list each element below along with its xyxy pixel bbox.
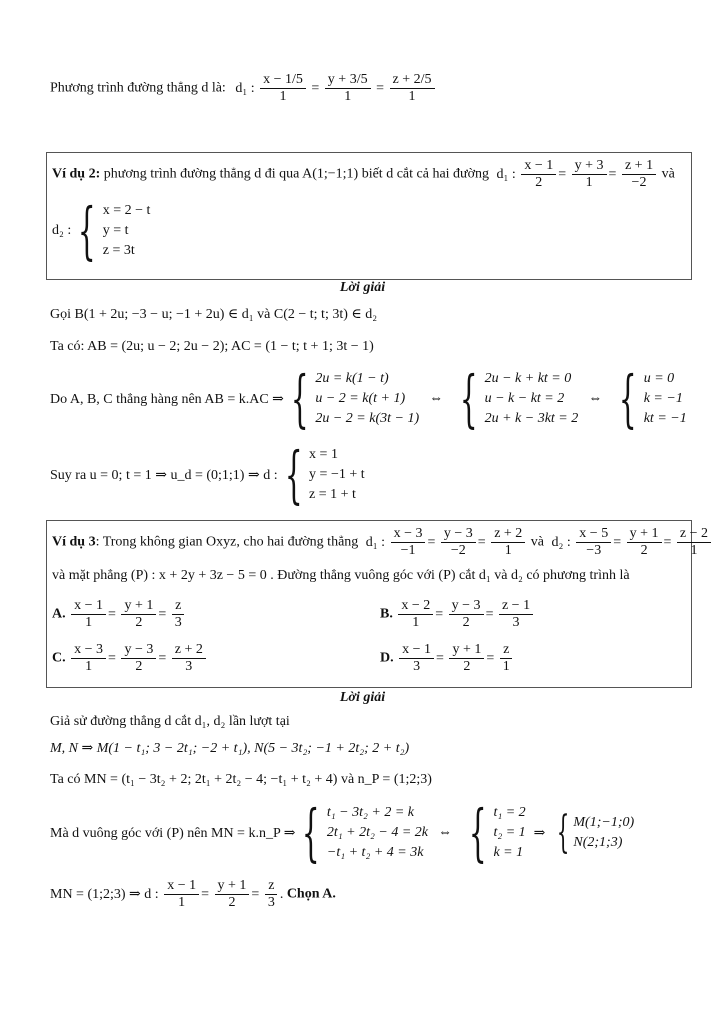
perpendicular-system-a: t₁ − 3t₂ + 2 = k 2t₁ + 2t₂ − 4 = 2k −t₁ + t₂ + 4 = 3k: [326, 805, 428, 860]
intro-frac-2: $\frac{y + 3/5}{1}$: [325, 72, 371, 105]
intro-frac-1: $\frac{x - 1/5}{1}$: [260, 72, 306, 105]
d2-lhs: d₂ :: [52, 223, 72, 238]
d1-lhs: d₁ :: [496, 166, 516, 182]
direction-prefix: Suy ra u = 0; t = 1 ⇒ u_d = (0;1;1) ⇒ d :: [50, 467, 278, 483]
perpendicular-system-b: t₁ = 2 t₂ = 1 k = 1: [493, 805, 526, 860]
answer-label: Chọn A.: [286, 886, 336, 902]
line-d-system: x = 1 y = −1 + t z = 1 + t: [309, 447, 365, 502]
option-c[interactable]: C. $\frac{x - 3}{1}$ = $\frac{y - 3}{2}$ = $\frac{z + 2}{3}$: [52, 642, 208, 675]
d2-system: x = 2 − t y = t z = 3t: [102, 203, 151, 258]
ex2-d1-frac-2: $\frac{y + 3}{1}$: [572, 158, 607, 191]
perpendicular-prefix: Mà d vuông góc với (P) nên MN = k.n_P ⇒: [50, 825, 296, 841]
solution-2-line-4: Suy ra u = 0; t = 1 ⇒ u_d = (0;1;1) ⇒ d : { x = 1 y = −1 + t z = 1 + t: [50, 438, 365, 511]
example-3-text: : Trong không gian Oxyz, cho hai đường thẳng: [95, 534, 359, 550]
ex3-d1-frac-1: $\frac{x - 3}{-1}$: [391, 526, 426, 559]
intro-lhs: d₁ :: [235, 80, 255, 96]
solution-2-heading: Lời giải: [339, 280, 386, 295]
example-3-line-2: và mặt phẳng (P) : x + 2y + 3z − 5 = 0 . Đường thẳng vuông góc với (P) cắt d₁ và d₂ có phương trình là: [52, 568, 630, 583]
ex2-d1-frac-3: $\frac{z + 1}{-2}$: [622, 158, 656, 191]
ex3-d1-lhs: d₁ :: [365, 534, 386, 550]
intro-line: Phương trình đường thẳng d là: d₁ : $\frac{x - 1/5}{1}$ = $\frac{y + 3/5}{1}$ = $\frac{z + 2/5}{1}$: [50, 72, 437, 105]
example-2-line-1: Ví dụ 2: phương trình đường thẳng d đi qua A(1;−1;1) biết d cắt cả hai đường d₁ : $\frac{x - 1}{2}$ = $\frac{y + 3}{1}$ = $\frac{z + 1}{-2}$ và: [52, 158, 675, 191]
solution-2-line-3: Do A, B, C thẳng hàng nên AB = k.AC ⇒ { 2u = k(1 − t) u − 2 = k(t + 1) 2u − 2 = k(3t − 1) ⇔ { 2u − k + kt = 0 u − k − kt = 2 2u + k − 3kt = 2 ⇔ { u = 0 k = −1 kt = −1: [50, 362, 687, 435]
solution-3-line-4: Mà d vuông góc với (P) nên MN = k.n_P ⇒ { t₁ − 3t₂ + 2 = k 2t₁ + 2t₂ − 4 = 2k −t₁ + t₂ + 4 = 3k ⇔ { t₁ = 2 t₂ = 1 k = 1 ⇒ { M(1;−1;0) N(2;1;3): [50, 796, 635, 869]
ex2-d1-tail: và: [661, 166, 675, 182]
option-b[interactable]: B. $\frac{x - 2}{1}$ = $\frac{y - 3}{2}$ = $\frac{z - 1}{3}$: [380, 598, 535, 631]
solution-2-line-2: Ta có: AB = (2u; u − 2; 2u − 2); AC = (1 − t; t + 1; 3t − 1): [50, 339, 374, 354]
points-system: M(1;−1;0) N(2;1;3): [573, 815, 635, 850]
solution-3-line-2: M, N ⇒ M(1 − t₁; 3 − 2t₁; −2 + t₁), N(5 − 3t₂; −1 + 2t₂; 2 + t₂): [50, 741, 410, 756]
solution-2-line-1: Gọi B(1 + 2u; −3 − u; −1 + 2u) ∈ d₁ và C(2 − t; t; 3t) ∈ d₂: [50, 307, 378, 322]
solution-3-line-5: MN = (1;2;3) ⇒ d : $\frac{x - 1}{1}$ = $\frac{y + 1}{2}$ = $\frac{z}{3}$ . Chọn A.: [50, 878, 336, 911]
intro-text: Phương trình đường thẳng d là:: [50, 80, 226, 96]
example-3-label: Ví dụ 3: [52, 534, 96, 550]
example-2-d2: d₂ : { x = 2 − t y = t z = 3t: [52, 194, 151, 267]
collinear-system-a: 2u = k(1 − t) u − 2 = k(t + 1) 2u − 2 = k(3t − 1): [315, 371, 420, 426]
example-2-label: Ví dụ 2:: [52, 166, 101, 182]
collinear-system-c: u = 0 k = −1 kt = −1: [643, 371, 687, 426]
ex3-d2-frac-3: $\frac{z - 2}{1}$: [677, 526, 711, 559]
option-d[interactable]: D. $\frac{x - 1}{3}$ = $\frac{y + 1}{2}$ = $\frac{z}{1}$: [380, 642, 515, 675]
collinear-prefix: Do A, B, C thẳng hàng nên AB = k.AC ⇒: [50, 391, 284, 407]
ex3-d2-lhs: d₂ :: [551, 534, 571, 550]
ex2-d1-frac-1: $\frac{x - 1}{2}$: [521, 158, 556, 191]
option-a[interactable]: A. $\frac{x - 1}{1}$ = $\frac{y + 1}{2}$ = $\frac{z}{3}$: [52, 598, 187, 631]
solution-3-line-1: Giả sử đường thẳng d cắt d₁, d₂ lần lượt tại: [50, 714, 290, 729]
ex3-d1-frac-3: $\frac{z + 2}{1}$: [491, 526, 525, 559]
final-prefix: MN = (1;2;3) ⇒ d :: [50, 887, 159, 903]
example-3-line-1: Ví dụ 3: Trong không gian Oxyz, cho hai đường thẳng d₁ : $\frac{x - 3}{-1}$ = $\frac{y - 3}{-2}$ = $\frac{z + 2}{1}$ và d₂ : $\frac{x - 5}{-3}$ = $\frac{y + 1}{2}$ = $\frac{z - 2}{1}$: [52, 526, 713, 559]
example-2-text: phương trình đường thẳng d đi qua A(1;−1;1) biết d cắt cả hai đường: [103, 166, 490, 182]
intro-frac-3: $\frac{z + 2/5}{1}$: [390, 72, 435, 105]
ex3-d2-frac-2: $\frac{y + 1}{2}$: [627, 526, 662, 559]
ex3-d1-tail: và: [530, 534, 545, 550]
collinear-system-b: 2u − k + kt = 0 u − k − kt = 2 2u + k − 3kt = 2: [484, 371, 579, 426]
solution-3-line-3: Ta có MN = (t₁ − 3t₂ + 2; 2t₁ + 2t₂ − 4; −t₁ + t₂ + 4) và n_P = (1;2;3): [50, 772, 432, 787]
ex3-d1-frac-2: $\frac{y - 3}{-2}$: [441, 526, 476, 559]
solution-3-heading: Lời giải: [339, 690, 386, 705]
ex3-d2-frac-1: $\frac{x - 5}{-3}$: [576, 526, 611, 559]
